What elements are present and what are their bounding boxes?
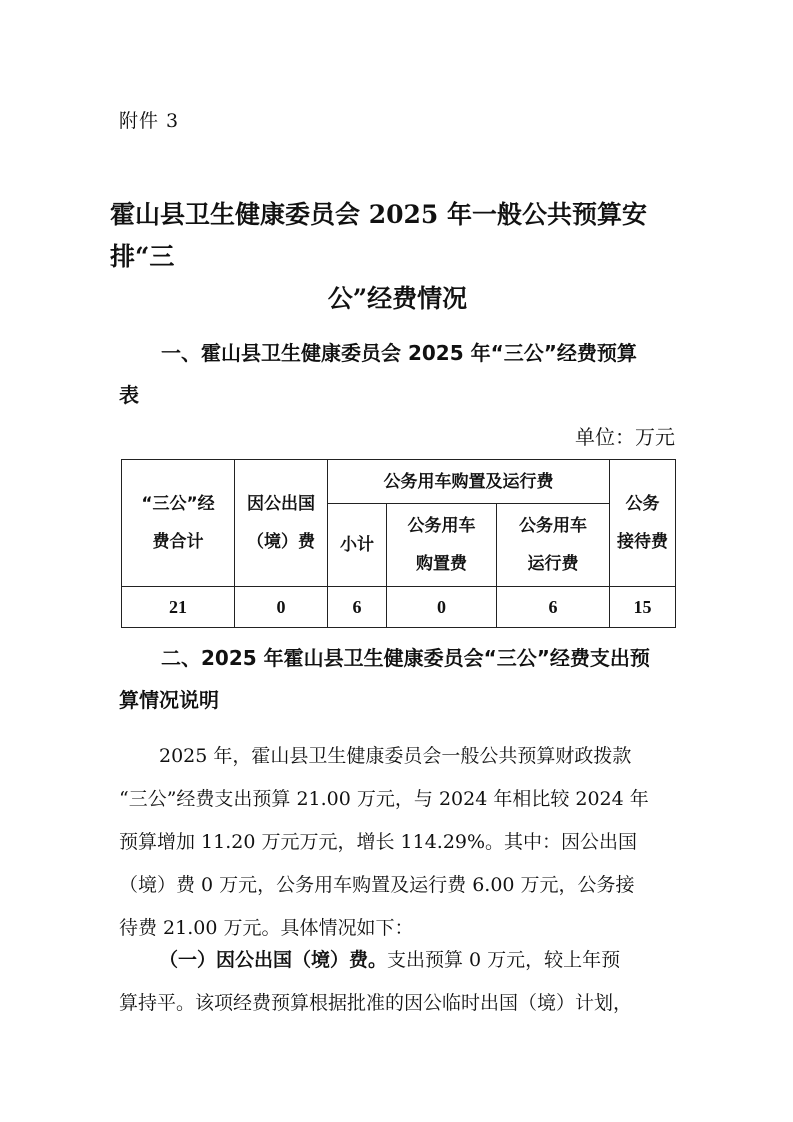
subsection-1-line-2: 算持平。该项经费预算根据批准的因公临时出国（境）计划， — [119, 992, 633, 1014]
paragraph-line: 待费 21.00 万元。具体情况如下： — [119, 917, 414, 939]
header-abroad — [235, 460, 328, 587]
header-total-line-1: “三公”经 — [141, 494, 215, 514]
subsection-1-heading: （一）因公出国（境）费。 — [159, 949, 388, 971]
header-subtotal: 小计 — [328, 504, 387, 587]
explanation-paragraph — [119, 735, 679, 950]
header-total-line-2: 费合计 — [152, 532, 204, 552]
section-1-heading — [119, 332, 679, 416]
value-reception: 15 — [610, 587, 676, 628]
paragraph-line: 2025 年，霍山县卫生健康委员会一般公共预算财政拨款 — [159, 745, 632, 767]
header-reception — [610, 460, 676, 587]
header-vehicle-group: 公务用车购置及运行费 — [328, 460, 610, 504]
paragraph-line: 预算增加 11.20 万元万元，增长 114.29%。其中：因公出国 — [119, 831, 638, 853]
header-purchase — [387, 504, 497, 587]
value-purchase: 0 — [387, 587, 497, 628]
value-abroad: 0 — [235, 587, 328, 628]
header-operation-line-1: 公务用车 — [519, 516, 587, 536]
section-1-line-1: 一、霍山县卫生健康委员会 2025 年“三公”经费预算 — [161, 341, 637, 365]
title-line-1: 霍山县卫生健康委员会 2025 年一般公共预算安排“三 — [110, 200, 647, 271]
paragraph-line: （境）费 0 万元，公务用车购置及运行费 6.00 万元，公务接 — [119, 874, 635, 896]
attachment-label: 附件 3 — [119, 110, 180, 132]
section-2-line-1: 二、2025 年霍山县卫生健康委员会“三公”经费支出预 — [161, 646, 650, 670]
subsection-1 — [119, 939, 679, 1025]
subsection-1-line-1 — [119, 939, 679, 982]
budget-table — [121, 459, 676, 628]
section-2-line-2: 算情况说明 — [119, 688, 219, 712]
value-total: 21 — [122, 587, 235, 628]
header-abroad-line-2: （境）费 — [247, 532, 315, 552]
value-subtotal: 6 — [328, 587, 387, 628]
section-2-heading — [119, 637, 679, 721]
header-total — [122, 460, 235, 587]
header-reception-line-2: 接待费 — [617, 532, 668, 552]
value-operation: 6 — [497, 587, 610, 628]
header-purchase-line-1: 公务用车 — [407, 516, 476, 536]
header-purchase-line-2: 购置费 — [416, 554, 467, 574]
section-1-line-2: 表 — [119, 383, 139, 407]
header-operation-line-2: 运行费 — [527, 554, 579, 574]
subsection-1-line-1-rest: 支出预算 0 万元，较上年预 — [387, 949, 621, 971]
unit-label: 单位：万元 — [575, 425, 675, 449]
header-operation — [497, 504, 610, 587]
title-line-2: 公”经费情况 — [327, 284, 468, 313]
paragraph-line: “三公”经费支出预算 21.00 万元，与 2024 年相比较 2024 年 — [119, 788, 649, 810]
header-reception-line-1: 公务 — [625, 494, 660, 514]
document-title — [110, 194, 685, 320]
header-abroad-line-1: 因公出国 — [247, 494, 315, 514]
